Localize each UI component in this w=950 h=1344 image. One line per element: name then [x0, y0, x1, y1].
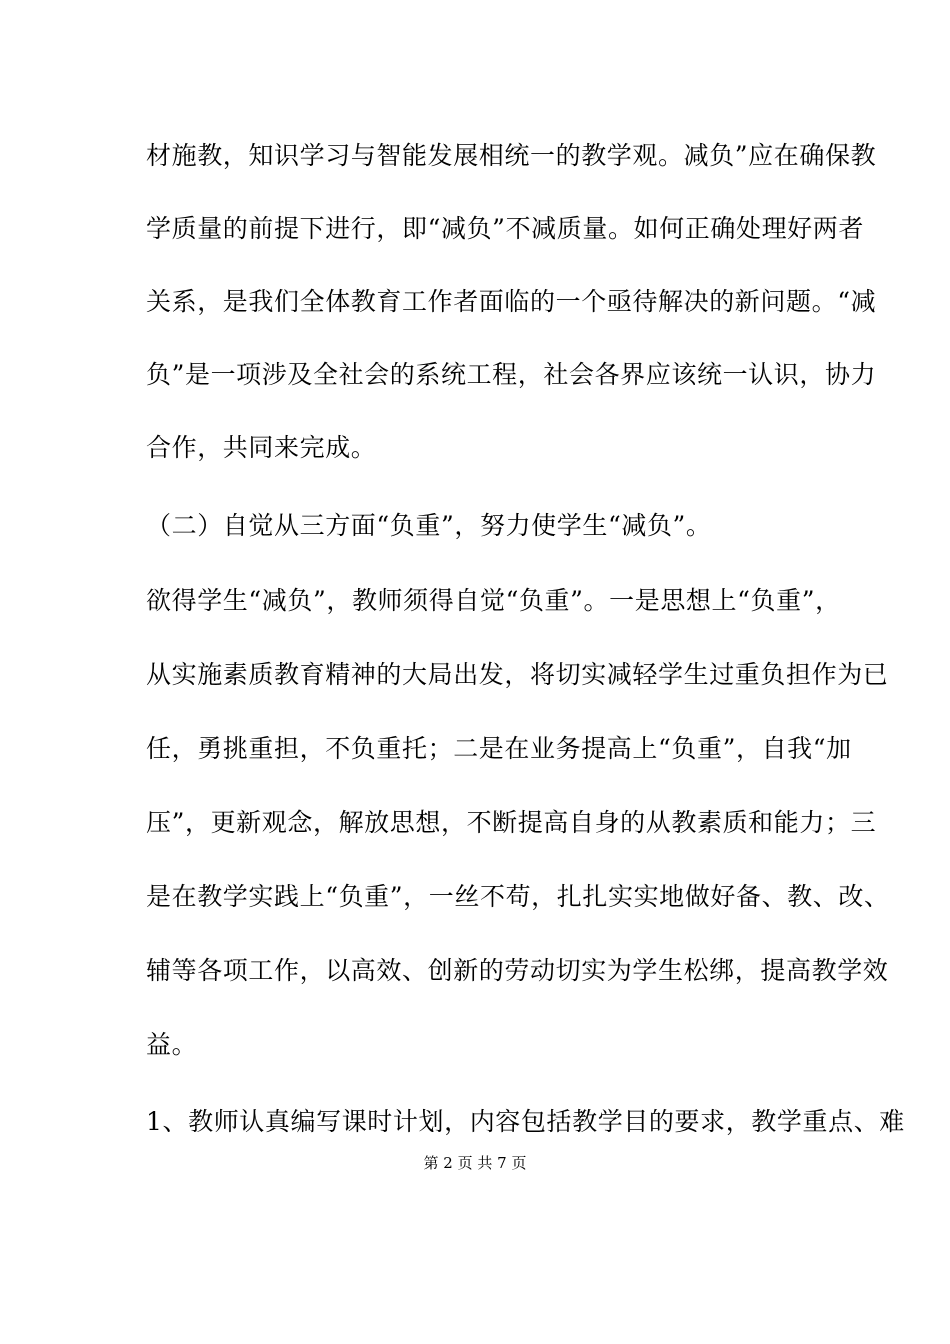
- body-line: 负”是一项涉及全社会的系统工程，社会各界应该统一认识，协力: [146, 360, 877, 389]
- body-line: 1、教师认真编写课时计划，内容包括教学目的要求，教学重点、难: [146, 1107, 905, 1136]
- body-line: 从实施素质教育精神的大局出发，将切实减轻学生过重负担作为已: [146, 660, 889, 689]
- body-line: 压”，更新观念，解放思想，不断提高自身的从教素质和能力；三: [146, 808, 877, 837]
- body-line: 合作，共同来完成。: [146, 433, 377, 462]
- body-line: 学质量的前提下进行，即“减负”不减质量。如何正确处理好两者: [146, 214, 864, 243]
- body-line: 任，勇挑重担，不负重托；二是在业务提高上“负重”，自我“加: [146, 734, 852, 763]
- body-line: 材施教，知识学习与智能发展相统一的教学观。减负”应在确保教: [146, 141, 877, 170]
- body-line: 益。: [146, 1030, 198, 1059]
- body-line: 欲得学生“减负”，教师须得自觉“负重”。一是思想上“负重”，: [146, 586, 841, 615]
- body-line: 辅等各项工作，以高效、创新的劳动切实为学生松绑，提高教学效: [146, 956, 889, 985]
- page-number-footer: 第 2 页 共 7 页: [423, 1154, 527, 1172]
- body-line: 关系，是我们全体教育工作者面临的一个亟待解决的新问题。“减: [146, 287, 877, 316]
- section-heading: （二）自觉从三方面“负重”，努力使学生“减负”。: [146, 511, 712, 540]
- body-line: 是在教学实践上“负重”，一丝不苟，扎扎实实地做好备、教、改、: [146, 882, 890, 911]
